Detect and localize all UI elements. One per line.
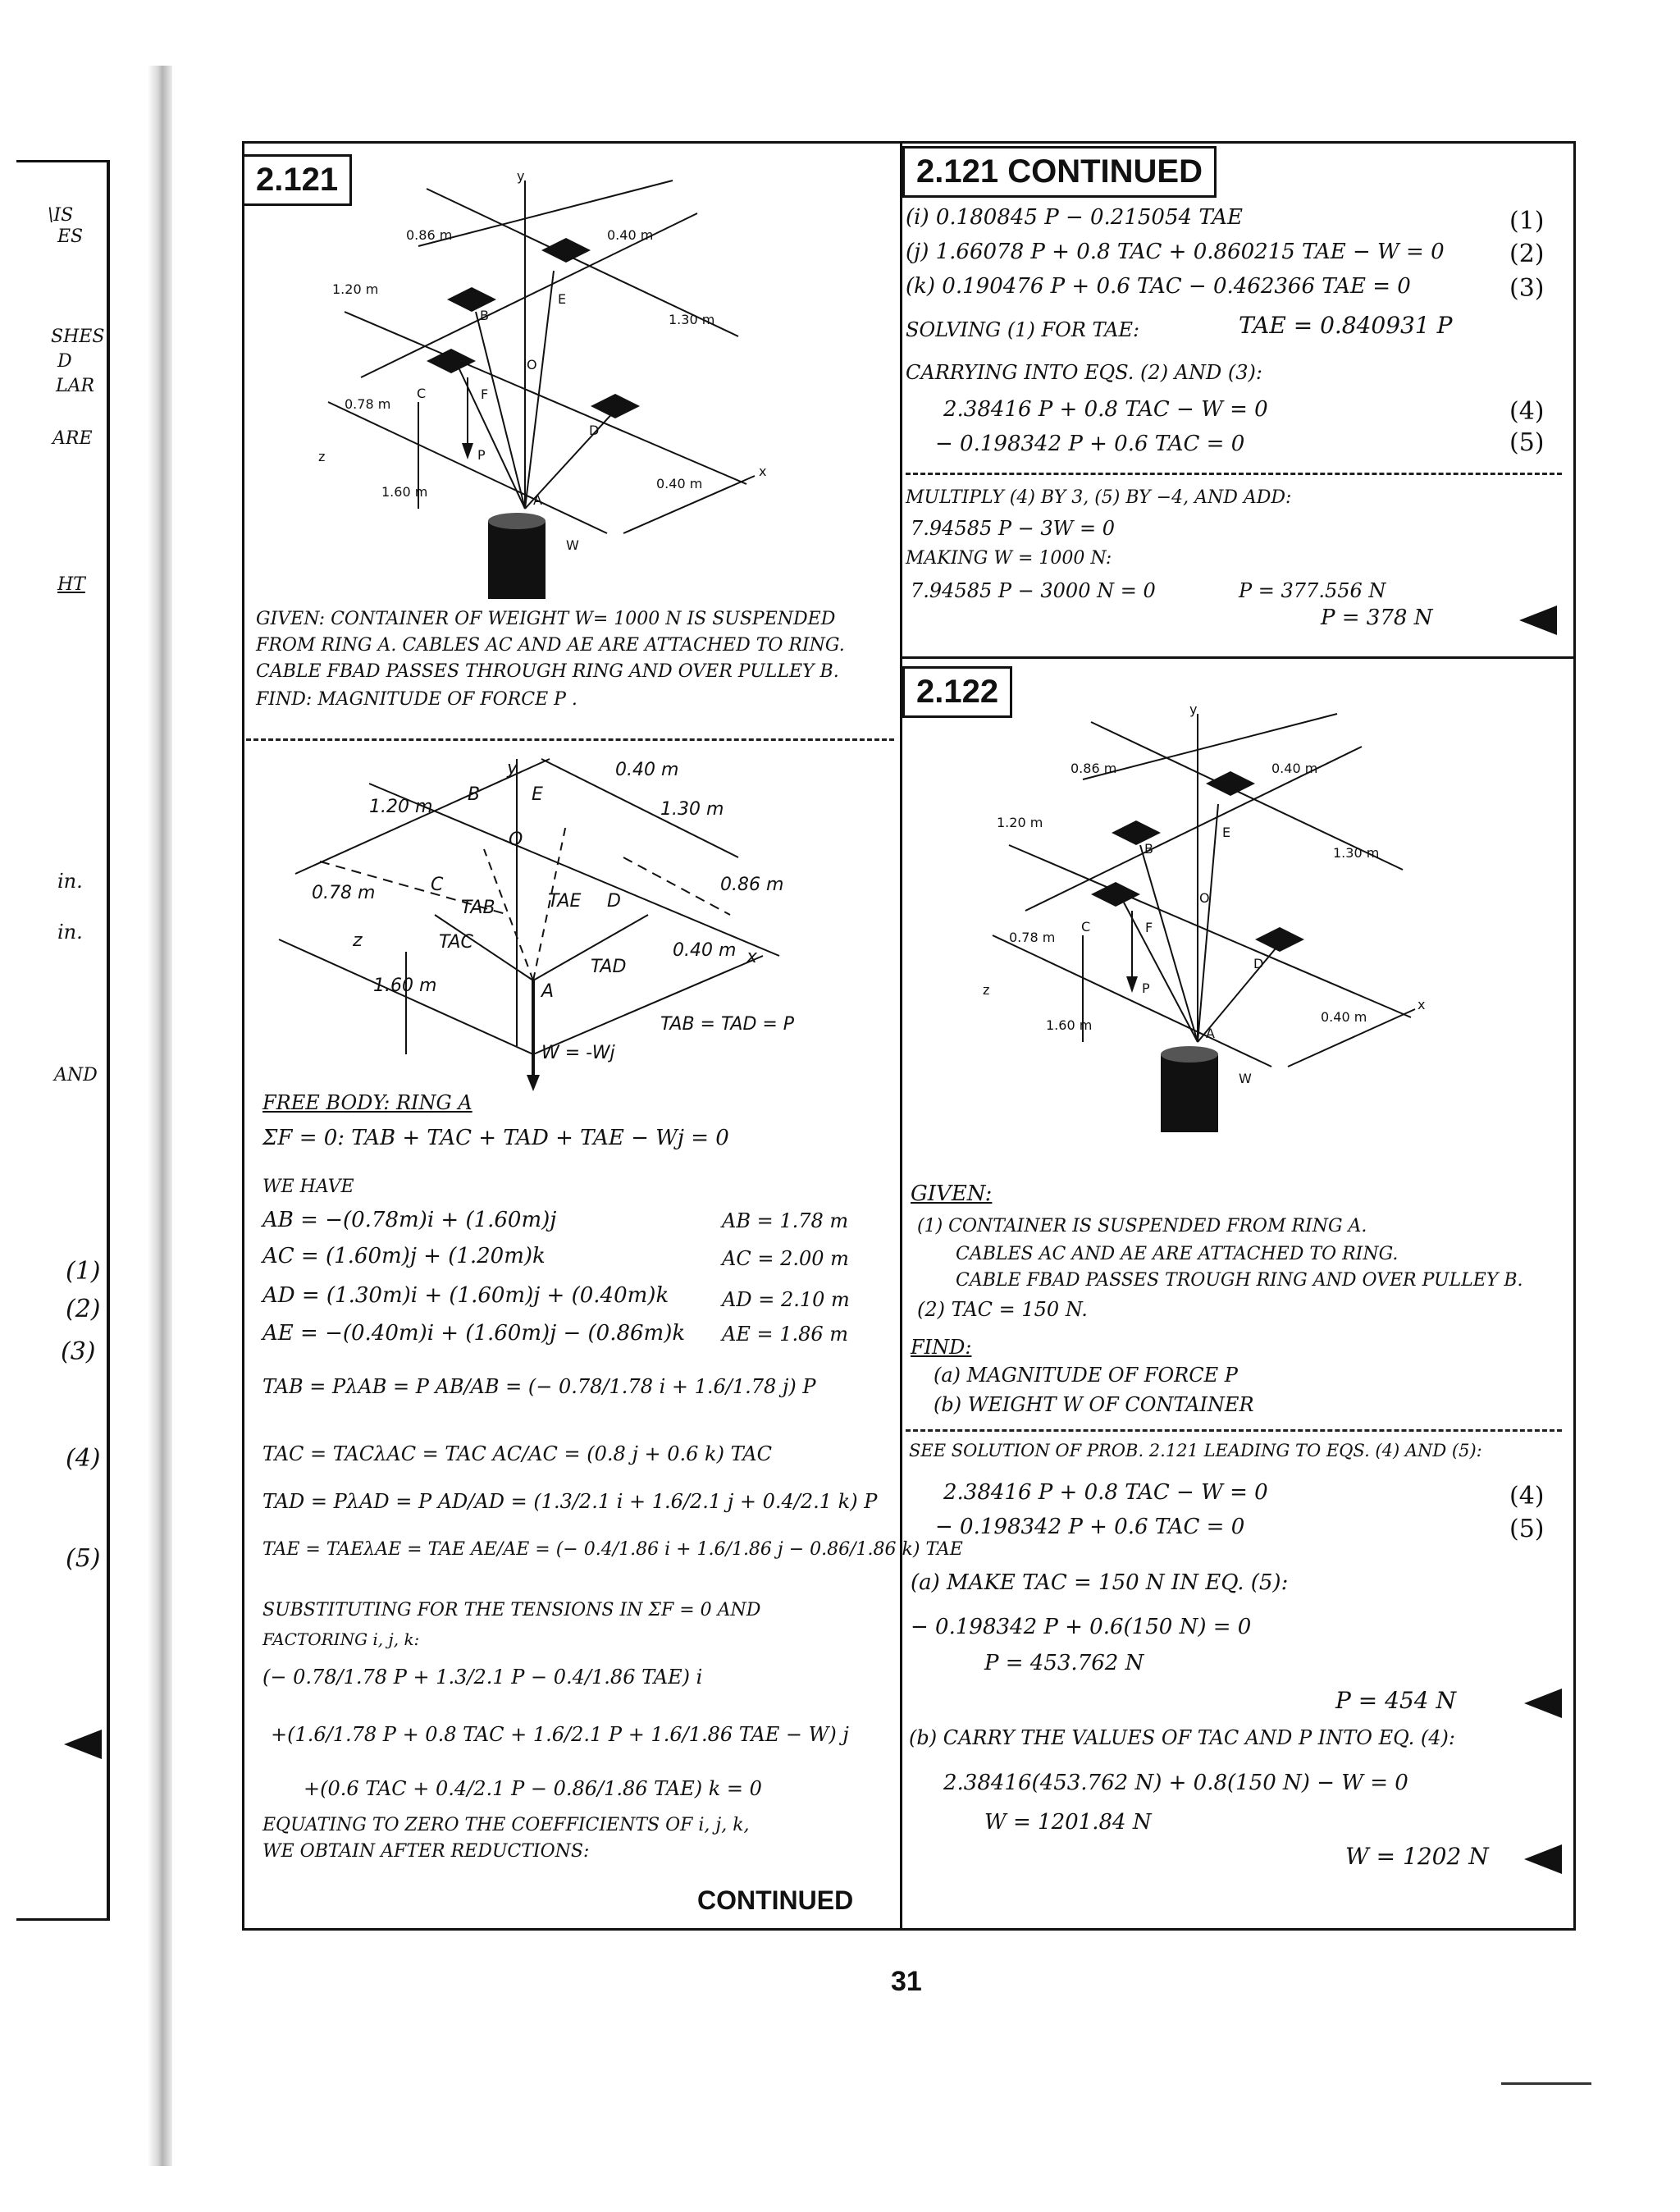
margin-text: ARE [52, 428, 93, 449]
tension-ae-label: TAE [548, 891, 582, 912]
tension-relation: TAB = TAD = P [660, 1014, 795, 1035]
margin-text: (4) [66, 1444, 101, 1473]
point-a-label: A [1206, 1026, 1215, 1041]
dim-label: 1.30 m [1333, 845, 1380, 861]
equation-number: (4) [1509, 397, 1545, 426]
dim-label: 1.30 m [669, 312, 715, 327]
work-line: SUBSTITUTING FOR THE TENSIONS IN ΣF = 0 AND [262, 1600, 761, 1620]
answer-arrow-icon [1519, 606, 1557, 635]
dim-label: 0.78 m [1009, 930, 1056, 945]
magnitude-line: AD = 2.10 m [722, 1288, 850, 1311]
point-b-label: B [480, 308, 489, 323]
axis-x-label: x [746, 947, 758, 967]
section-divider [906, 473, 1562, 475]
work-line: TAE = TAEλAE = TAE AE/AE = (− 0.4/1.86 i + 1.6/1.86 j − 0.86/1.86 k) TAE [262, 1539, 963, 1560]
given-line: CABLE FBAD PASSES TROUGH RING AND OVER PULLEY B. [956, 1270, 1523, 1291]
work-line: WE HAVE [262, 1177, 354, 1197]
point-o-label: O [1199, 890, 1210, 906]
axis-x-label: x [759, 464, 767, 479]
work-line: (− 0.78/1.78 P + 1.3/2.1 P − 0.4/1.86 TAE) i [262, 1666, 703, 1689]
point-b-label: B [1144, 841, 1153, 857]
work-line: (b) CARRY THE VALUES OF TAC AND P INTO EQ. (4): [909, 1726, 1455, 1749]
column-divider [900, 141, 902, 1928]
given-line: CABLES AC AND AE ARE ATTACHED TO RING. [956, 1244, 1399, 1264]
margin-text: in. [57, 870, 83, 893]
margin-text: (1) [66, 1257, 101, 1286]
work-line: AD = (1.30m)i + (1.60m)j + (0.40m)k [262, 1283, 669, 1308]
given-line: (2) TAC = 150 N. [917, 1298, 1088, 1321]
answer-line: P = 454 N [1335, 1687, 1456, 1714]
given-line: (a) MAGNITUDE OF FORCE P [934, 1364, 1238, 1387]
force-p-label: P [1142, 980, 1150, 996]
work-line: AE = −(0.40m)i + (1.60m)j − (0.86m)k [262, 1321, 686, 1346]
work-line: 2.38416 P + 0.8 TAC − W = 0 [943, 1480, 1268, 1505]
scan-rule [1501, 2082, 1591, 2085]
eq-line: (k) 0.190476 P + 0.6 TAC − 0.462366 TAE = 0 [906, 274, 1411, 299]
work-line: W = 1201.84 N [984, 1810, 1152, 1835]
margin-text: (5) [66, 1544, 101, 1573]
problem-number: 2.121 [242, 154, 352, 206]
dim-label: 1.20 m [332, 281, 379, 297]
dim-label: 0.40 m [1271, 761, 1318, 776]
given-line: (b) WEIGHT W OF CONTAINER [934, 1393, 1254, 1416]
dim-label: 1.20 m [369, 797, 433, 817]
answer-arrow-icon [1524, 1689, 1562, 1718]
point-d-label: D [1253, 956, 1264, 971]
axis-y-label: y [1189, 706, 1198, 717]
given-line: (1) CONTAINER IS SUSPENDED FROM RING A. [917, 1216, 1367, 1236]
point-f-label: F [1145, 920, 1153, 935]
point-e-label: E [532, 784, 543, 805]
margin-text: LAR [56, 376, 95, 396]
work-line: +(1.6/1.78 P + 0.8 TAC + 1.6/2.1 P + 1.6/1.86 TAE − W) j [271, 1723, 849, 1746]
work-line: ΣF = 0: TAB + TAC + TAD + TAE − Wj = 0 [262, 1126, 729, 1150]
margin-text: ES [57, 226, 84, 247]
margin-text: \IS [48, 205, 74, 226]
given-line: FIND: MAGNITUDE OF FORCE P . [256, 689, 578, 710]
dim-label: 0.86 m [720, 875, 784, 895]
weight-label: W = -Wj [541, 1043, 615, 1063]
work-line: +(0.6 TAC + 0.4/2.1 P − 0.86/1.86 TAE) k = 0 [304, 1777, 762, 1800]
problem-number-continued: 2.121 CONTINUED [902, 146, 1217, 198]
point-b-label: B [468, 784, 481, 805]
given-line: FIND: [911, 1336, 972, 1359]
point-e-label: E [1222, 825, 1231, 840]
continued-label: CONTINUED [697, 1885, 854, 1915]
margin-text: HT [57, 574, 85, 595]
eq-line: 7.94585 P − 3W = 0 [911, 517, 1115, 540]
work-line: EQUATING TO ZERO THE COEFFICIENTS OF i, j, k, [262, 1815, 750, 1835]
work-line: (a) MAKE TAC = 150 N IN EQ. (5): [911, 1570, 1289, 1595]
given-line: CABLE FBAD PASSES THROUGH RING AND OVER PULLEY B. [256, 661, 839, 682]
right-row-divider [900, 656, 1573, 659]
work-line: − 0.198342 P + 0.6(150 N) = 0 [911, 1615, 1252, 1639]
equation-number: (5) [1509, 1515, 1545, 1543]
free-body-diagram [271, 751, 878, 1095]
dim-label: 0.78 m [345, 396, 391, 412]
problem-number: 2.122 [902, 666, 1012, 718]
dim-label: 0.78 m [312, 883, 376, 903]
dim-label: 0.40 m [1321, 1009, 1367, 1025]
eq-line: SOLVING (1) FOR TAE: [906, 318, 1140, 341]
work-line: SEE SOLUTION OF PROB. 2.121 LEADING TO EQS. (4) AND (5): [909, 1441, 1482, 1460]
point-c-label: C [431, 875, 444, 895]
axis-z-label: z [983, 982, 990, 998]
margin-text: (2) [66, 1295, 101, 1323]
eq-line: TAE = 0.840931 P [1239, 312, 1453, 339]
answer-line: W = 1202 N [1345, 1843, 1489, 1870]
point-a-label: A [541, 981, 555, 1002]
given-line: FROM RING A. CABLES AC AND AE ARE ATTACHED TO RING. [256, 635, 845, 656]
margin-text: (3) [61, 1337, 96, 1366]
dim-label: 0.86 m [406, 227, 453, 243]
answer-arrow-icon [64, 1730, 102, 1759]
tension-ab-label: TAB [461, 898, 495, 918]
magnitude-line: AE = 1.86 m [722, 1323, 849, 1346]
magnitude-line: AB = 1.78 m [722, 1209, 849, 1232]
dim-label: 0.40 m [607, 227, 654, 243]
dim-label: 0.86 m [1071, 761, 1117, 776]
dim-label: 0.40 m [673, 940, 737, 961]
work-line: TAC = TACλAC = TAC AC/AC = (0.8 j + 0.6 k) TAC [262, 1442, 772, 1465]
eq-line: 7.94585 P − 3000 N = 0 [911, 579, 1156, 602]
scan-edge-strip [148, 66, 172, 2166]
point-o-label: O [527, 357, 537, 372]
eq-line: P = 377.556 N [1239, 579, 1386, 602]
axis-x-label: x [1418, 997, 1426, 1012]
force-p-label: P [477, 447, 486, 463]
margin-text: SHES [51, 327, 105, 347]
answer-line: P = 378 N [1321, 606, 1433, 630]
dim-label: 1.20 m [997, 815, 1043, 830]
magnitude-line: AC = 2.00 m [722, 1247, 849, 1270]
work-line: FACTORING i, j, k: [262, 1629, 420, 1649]
eq-line: (j) 1.66078 P + 0.8 TAC + 0.860215 TAE − W = 0 [906, 240, 1445, 264]
work-line: TAD = PλAD = P AD/AD = (1.3/2.1 i + 1.6/2.1 j + 0.4/2.1 k) P [262, 1490, 878, 1513]
answer-arrow-icon [1524, 1844, 1562, 1874]
axis-z-label: z [318, 449, 326, 464]
margin-frame [16, 160, 110, 1921]
given-line: GIVEN: [911, 1181, 993, 1206]
weight-w-label: W [566, 537, 579, 553]
point-c-label: C [1081, 919, 1091, 935]
work-line: TAB = PλAB = P AB/AB = (− 0.78/1.78 i + 1.6/1.78 j) P [262, 1375, 816, 1398]
figure-2-122 [968, 706, 1427, 1132]
point-o-label: O [509, 830, 523, 850]
tension-ad-label: TAD [591, 957, 627, 977]
dim-label: 1.30 m [660, 799, 724, 820]
equation-number: (2) [1509, 240, 1545, 268]
section-divider [246, 738, 894, 741]
tension-ac-label: TAC [439, 932, 473, 953]
figure-2-121 [312, 172, 771, 599]
eq-line: MAKING W = 1000 N: [906, 548, 1112, 569]
point-e-label: E [558, 291, 567, 307]
axis-y-label: y [517, 172, 525, 184]
eq-line: (i) 0.180845 P − 0.215054 TAE [906, 205, 1243, 230]
margin-text: in. [57, 921, 83, 944]
equation-number: (3) [1509, 274, 1545, 303]
eq-line: − 0.198342 P + 0.6 TAC = 0 [935, 432, 1245, 456]
point-c-label: C [417, 386, 427, 401]
equation-number: (1) [1509, 207, 1545, 235]
work-line: P = 453.762 N [984, 1651, 1144, 1675]
margin-text: D [57, 351, 72, 372]
axis-y-label: y [507, 758, 518, 779]
eq-line: MULTIPLY (4) BY 3, (5) BY −4, AND ADD: [906, 487, 1292, 508]
eq-line: 2.38416 P + 0.8 TAC − W = 0 [943, 397, 1268, 422]
dim-label: 0.40 m [656, 476, 703, 491]
page-number: 31 [891, 1966, 922, 1997]
section-divider [906, 1429, 1562, 1432]
point-f-label: F [481, 386, 489, 402]
dim-label: 0.40 m [615, 760, 679, 780]
dim-label: 1.60 m [381, 484, 428, 500]
work-line: AB = −(0.78m)i + (1.60m)j [262, 1208, 557, 1232]
work-line: AC = (1.60m)j + (1.20m)k [262, 1244, 546, 1268]
work-line: 2.38416(453.762 N) + 0.8(150 N) − W = 0 [943, 1771, 1408, 1795]
point-d-label: D [607, 891, 621, 912]
axis-z-label: z [353, 930, 363, 951]
work-line: WE OBTAIN AFTER REDUCTIONS: [262, 1841, 590, 1862]
dim-label: 1.60 m [373, 976, 437, 996]
work-line: − 0.198342 P + 0.6 TAC = 0 [935, 1515, 1245, 1539]
margin-text: AND [54, 1065, 98, 1085]
weight-w-label: W [1239, 1071, 1252, 1086]
eq-line: CARRYING INTO EQS. (2) AND (3): [906, 361, 1262, 384]
equation-number: (4) [1509, 1482, 1545, 1510]
point-a-label: A [533, 492, 542, 508]
given-line: GIVEN: CONTAINER OF WEIGHT W= 1000 N IS SUSPENDED [256, 609, 836, 629]
work-line: FREE BODY: RING A [262, 1091, 472, 1114]
dim-label: 1.60 m [1046, 1017, 1093, 1033]
equation-number: (5) [1509, 428, 1545, 457]
point-d-label: D [589, 423, 600, 438]
